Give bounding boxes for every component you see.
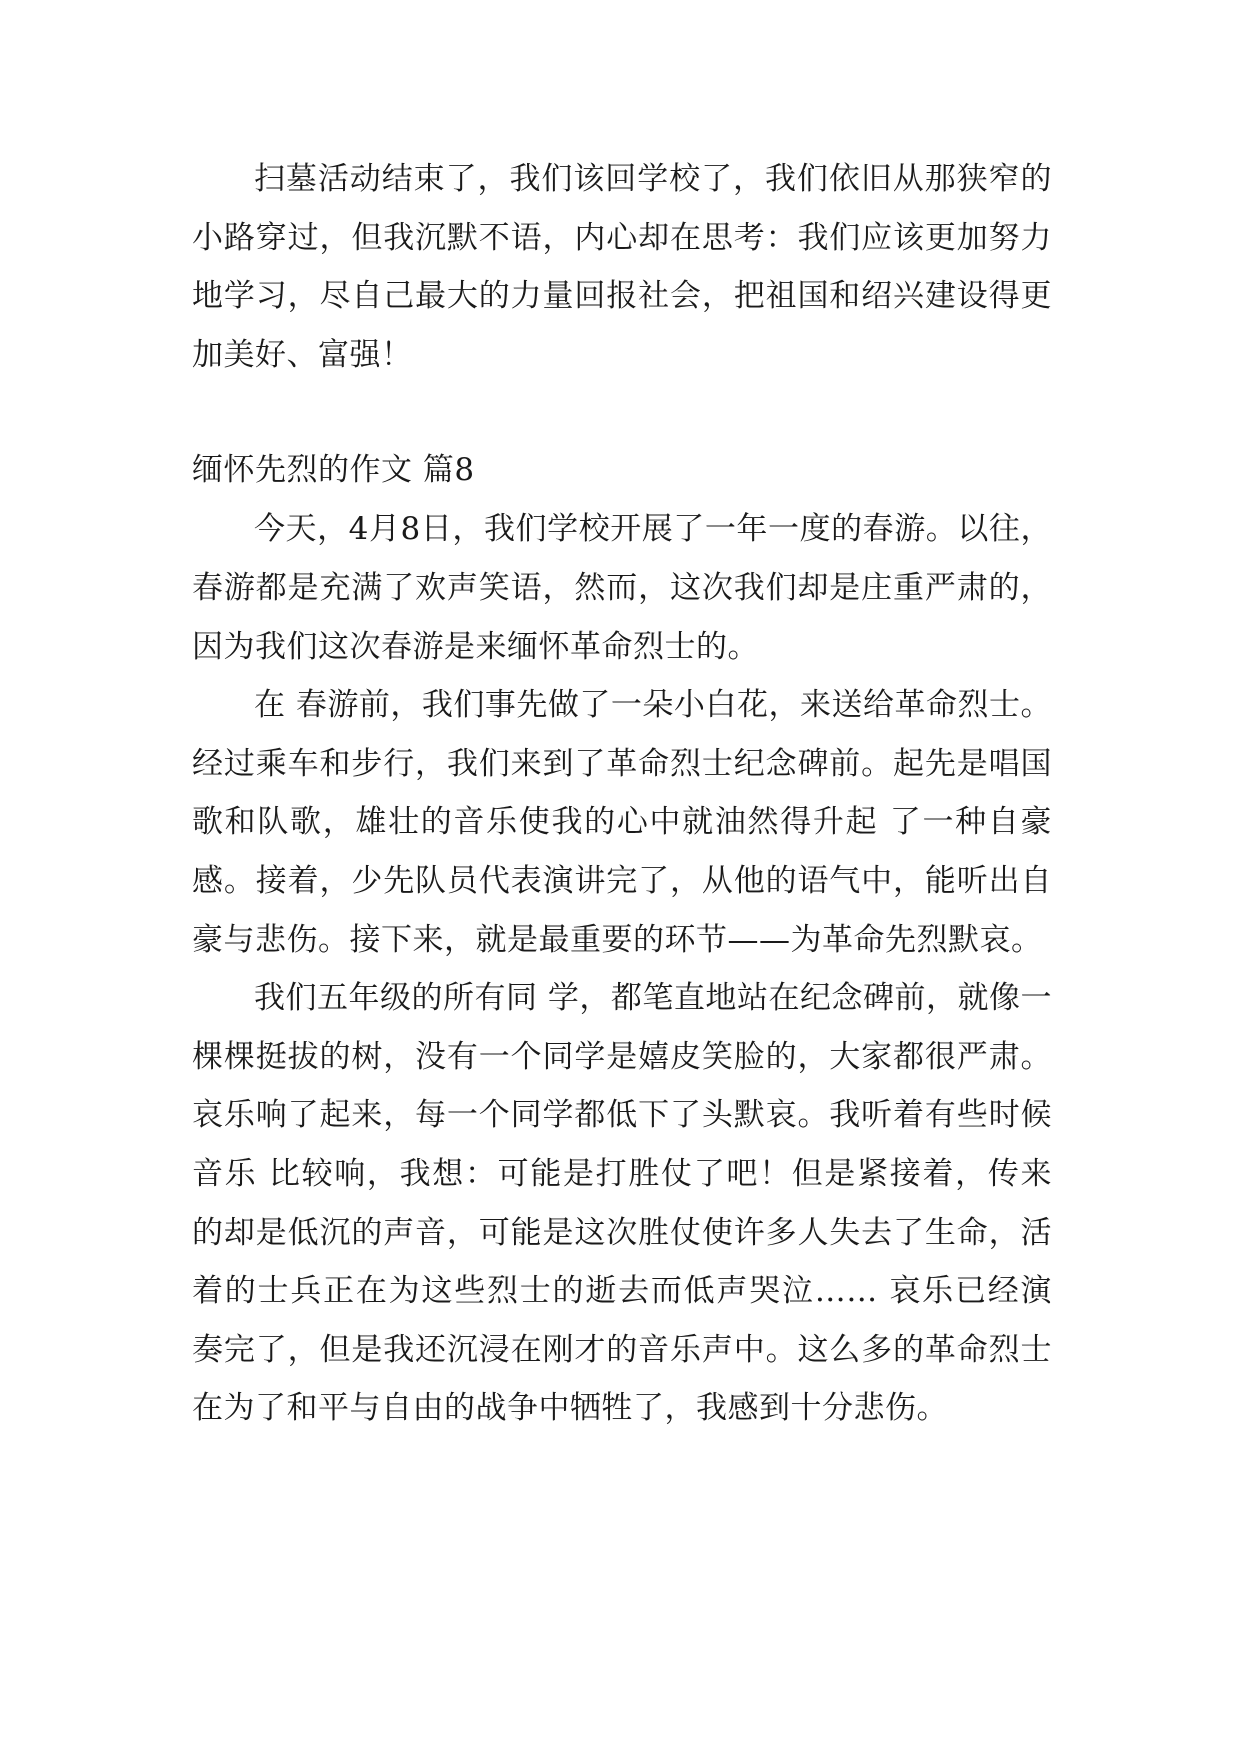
intro-paragraph: 扫墓活动结束了，我们该回学校了，我们依旧从那狭窄的小路穿过，但我沉默不语，内心却在思考：我们应该更加努力地学习，尽自己最大的力量回报社会，把祖国和绍兴建设得更加美好、富强！ xyxy=(192,161,1052,373)
body-paragraph-2: 在 春游前，我们事先做了一朵小白花，来送给革命烈士。经过乘车和步行，我们来到了革命烈士纪念碑前。起先是唱国歌和队歌，雄壮的音乐使我的心中就油然得升起 了一种自豪感。接着，少先队员代表演讲完了，从他的语气中，能听出自豪与悲伤。接下来，就是最重要的环节——为革命先烈默哀。 xyxy=(192,687,1052,958)
body-paragraph-1: 今天，4月8日，我们学校开展了一年一度的春游。以往，春游都是充满了欢声笑语，然而，这次我们却是庄重严肃的，因为我们这次春游是来缅怀革命烈士的。 xyxy=(192,511,1052,665)
document-body xyxy=(192,150,1052,1438)
body-paragraph-3: 我们五年级的所有同 学，都笔直地站在纪念碑前，就像一棵棵挺拔的树，没有一个同学是嬉皮笑脸的，大家都很严肃。哀乐响了起来，每一个同学都低下了头默哀。我听着有些时候音乐 比较响，我想：可能是打胜仗了吧！但是紧接着，传来的却是低沉的声音，可能是这次胜仗使许多人失去了生命，活着的士兵正在为这些烈士的逝去而低声哭泣…… 哀乐已经演奏完了，但是我还沉浸在刚才的音乐声中。这么多的革命烈士在为了和平与自由的战争中牺牲了，我感到十分悲伤。 xyxy=(192,980,1052,1427)
section-title: 缅怀先烈的作文 篇8 xyxy=(192,452,475,489)
